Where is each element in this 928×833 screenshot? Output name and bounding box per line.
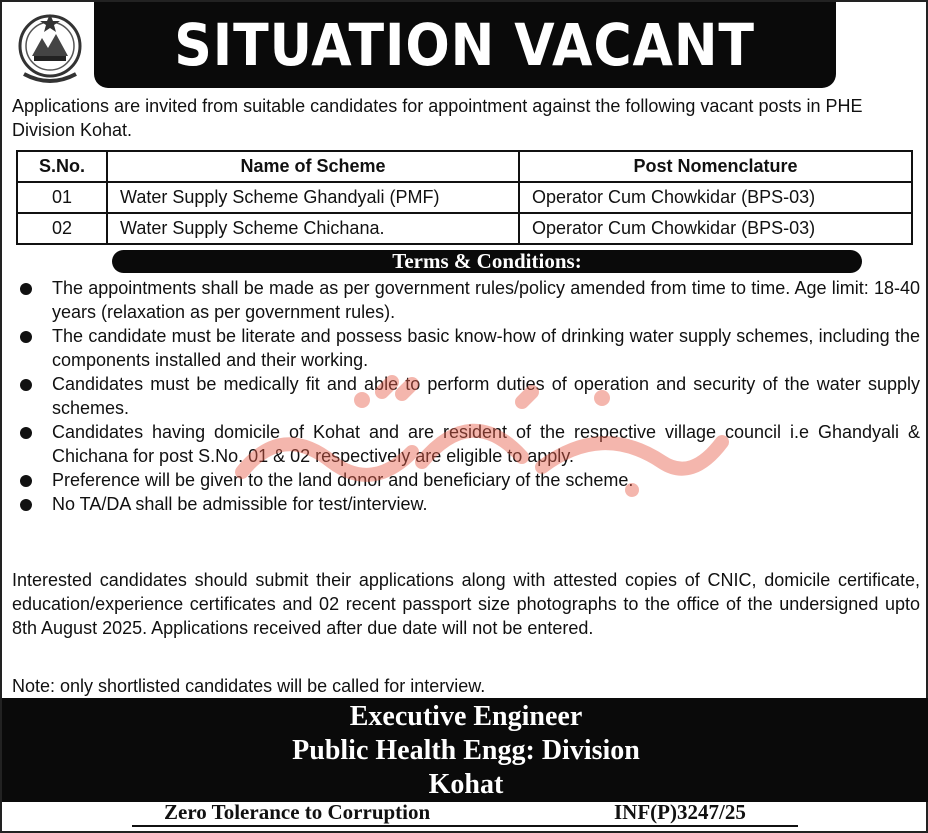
table-header-row xyxy=(17,151,912,182)
reference-number: INF(P)3247/25 xyxy=(614,800,746,824)
list-item xyxy=(16,492,920,516)
post-cell: Operator Cum Chowkidar (BPS-03) xyxy=(519,213,912,244)
bullet-icon xyxy=(20,427,32,439)
provincial-emblem-icon xyxy=(10,8,90,88)
condition-text: Candidates having domicile of Kohat and are resident of the respective village council i.e Ghandyali & Chichana for post S.No. 01 & 02 respectively are eligible to apply. xyxy=(52,422,920,466)
bottom-strip xyxy=(2,799,928,833)
bullet-icon xyxy=(20,379,32,391)
column-header: Name of Scheme xyxy=(107,151,519,182)
signature-block xyxy=(2,698,928,802)
list-item xyxy=(16,372,920,420)
table-row xyxy=(17,213,912,244)
condition-text: Preference will be given to the land donor and beneficiary of the scheme. xyxy=(52,470,634,490)
list-item xyxy=(16,276,920,324)
bullet-icon xyxy=(20,499,32,511)
vacancy-table xyxy=(16,150,913,245)
bullet-icon xyxy=(20,475,32,487)
scheme-cell: Water Supply Scheme Ghandyali (PMF) xyxy=(107,182,519,213)
condition-text: Candidates must be medically fit and able to perform duties of operation and security of the water supply schemes. xyxy=(52,374,920,418)
shortlist-note: Note: only shortlisted candidates will be called for interview. xyxy=(12,676,486,696)
conditions-list xyxy=(16,276,920,516)
column-header: Post Nomenclature xyxy=(519,151,912,182)
divider xyxy=(132,825,798,827)
column-header: S.No. xyxy=(17,151,107,182)
intro-paragraph: Applications are invited from suitable candidates for appointment against the following vacant posts in PHE Division Kohat. xyxy=(12,96,863,140)
anti-corruption-slogan: Zero Tolerance to Corruption xyxy=(164,800,431,824)
signatory-division: Public Health Engg: Division xyxy=(292,735,640,766)
bullet-icon xyxy=(20,283,32,295)
terms-heading: Terms & Conditions: xyxy=(392,249,582,273)
application-instructions: Interested candidates should submit their applications along with attested copies of CNIC, domicile certificate, education/experience certificates and 02 recent passport size photographs to the office of the undersigned upto 8th August 2025. Applications received after due date will not be entered. xyxy=(12,570,920,638)
bullet-icon xyxy=(20,331,32,343)
serial-cell: 01 xyxy=(17,182,107,213)
table-row xyxy=(17,182,912,213)
condition-text: The appointments shall be made as per government rules/policy amended from time to time. Age limit: 18-40 years (relaxation as per government rules). xyxy=(52,278,920,322)
serial-cell: 02 xyxy=(17,213,107,244)
page-title: SITUATION VACANT xyxy=(174,11,756,79)
post-cell: Operator Cum Chowkidar (BPS-03) xyxy=(519,182,912,213)
condition-text: The candidate must be literate and possess basic know-how of drinking water supply schemes, including the components installed and their working. xyxy=(52,326,920,370)
signatory-title: Executive Engineer xyxy=(349,701,583,732)
list-item xyxy=(16,468,920,492)
signatory-location: Kohat xyxy=(428,769,504,800)
list-item xyxy=(16,324,920,372)
title-banner xyxy=(94,2,836,88)
scheme-cell: Water Supply Scheme Chichana. xyxy=(107,213,519,244)
list-item xyxy=(16,420,920,468)
condition-text: No TA/DA shall be admissible for test/interview. xyxy=(52,494,428,514)
terms-banner xyxy=(112,250,862,273)
